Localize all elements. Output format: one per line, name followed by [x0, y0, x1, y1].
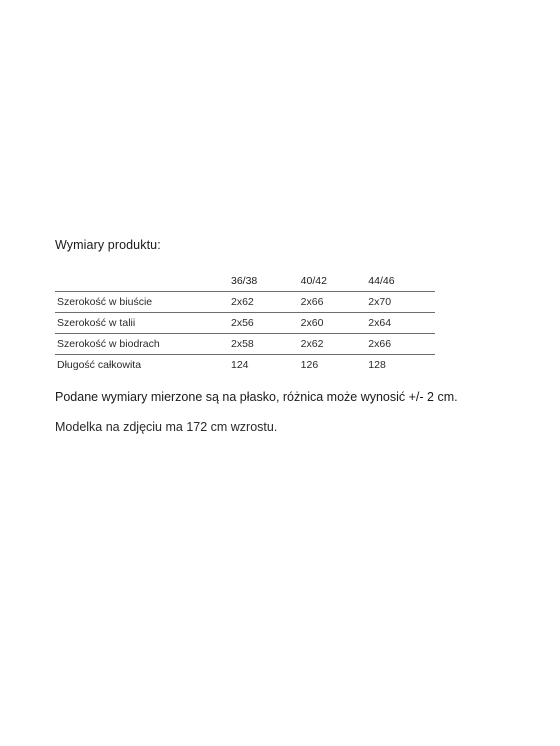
row-label: Szerokość w biuście	[55, 292, 231, 313]
row-label: Długość całkowita	[57, 359, 142, 371]
table-cell: 2x58	[231, 334, 301, 355]
table-cell: 2x62	[231, 292, 301, 313]
table-cell: 126	[300, 359, 319, 371]
table-row	[55, 292, 435, 313]
table-cell: 2x66	[368, 334, 435, 355]
table-cell: 2x56	[231, 313, 301, 334]
table-cell: 124	[231, 359, 249, 371]
table-row	[55, 355, 435, 376]
table-row	[55, 313, 435, 334]
table-cell: 2x62	[301, 334, 369, 355]
table-cell: 128	[368, 359, 386, 371]
row-label: Szerokość w biodrach	[55, 334, 231, 355]
table-cell: 2x64	[368, 313, 435, 334]
table-header-empty	[55, 271, 231, 292]
row-label: Szerokość w talii	[55, 313, 231, 334]
table-header-size: 40/42	[301, 271, 369, 292]
model-height-note: Modelka na zdjęciu ma 172 cm wzrostu.	[55, 420, 278, 434]
page-title: Wymiary produktu:	[55, 238, 161, 252]
flat-measure-note: Podane wymiary mierzone są na płasko, różnica może wynosić +/- 2 cm.	[55, 390, 458, 404]
table-row	[55, 334, 435, 355]
table-cell: 2x60	[301, 313, 369, 334]
size-table	[55, 271, 435, 375]
table-header-size: 44/46	[368, 271, 435, 292]
table-cell: 2x66	[301, 292, 369, 313]
table-header-size: 36/38	[231, 271, 301, 292]
table-cell: 2x70	[368, 292, 435, 313]
table-header-row	[55, 271, 435, 292]
